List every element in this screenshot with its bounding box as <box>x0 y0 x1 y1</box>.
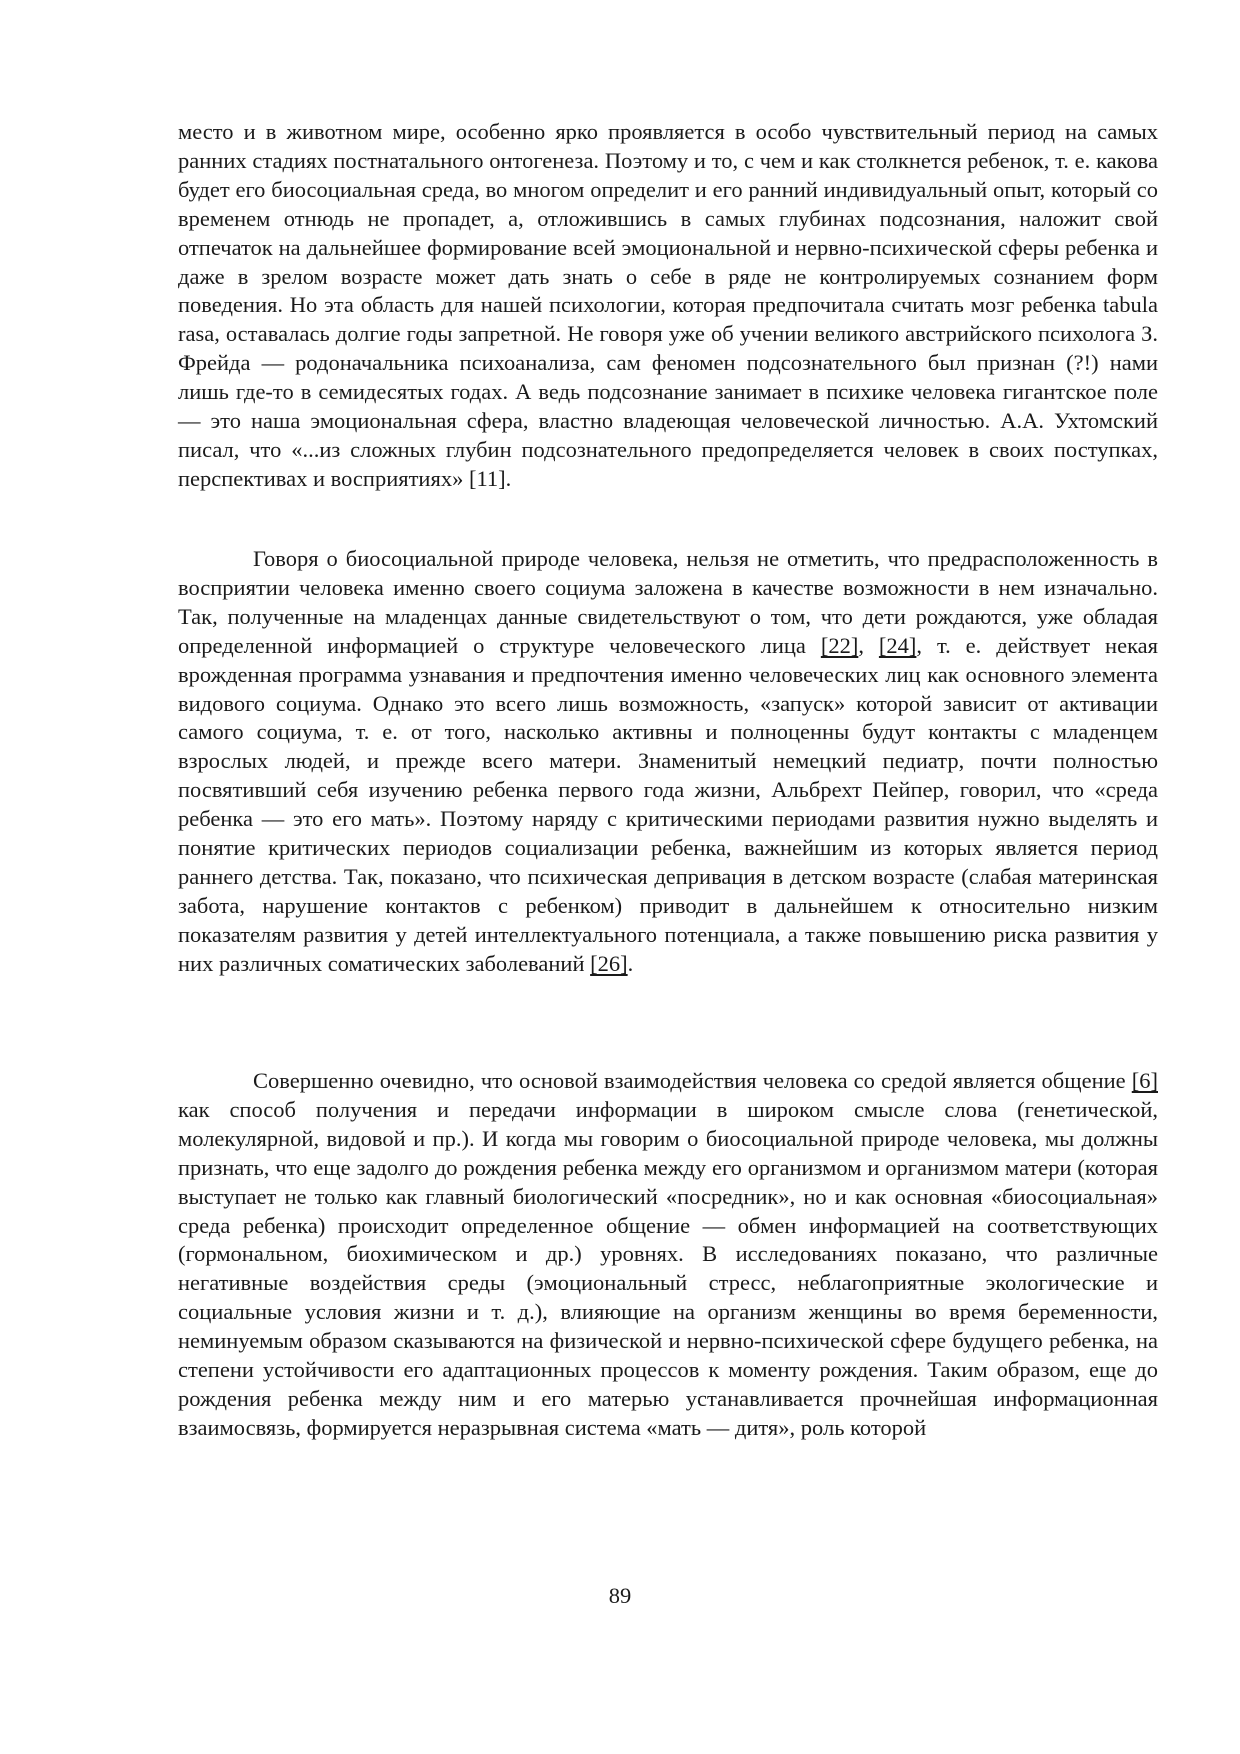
paragraph-3 <box>178 1067 1158 1443</box>
reference-link-6[interactable]: [6] <box>1131 1068 1158 1093</box>
page-number: 89 <box>608 1583 632 1608</box>
paragraph-2-text-a: Говоря о биосоциальной природе человека, нельзя не отметить, что предрасположенность в восприятии человека именно своего социума заложена в качестве возможности в нем изначально. Так, полученные на младенцах данные свидетельствуют о том, что дети рождаются, уже обладая определенной информацией о структуре человеческого лица <box>178 546 1158 658</box>
paragraph-3-text-b: как способ получения и передачи информации в широком смысле слова (генетической, молекулярной, видовой и пр.). И когда мы говорим о биосоциальной природе человека, мы должны признать, что еще задолго до рождения ребенка между его организмом и организмом матери (которая выступает не только как главный биологический «посредник», но и как основная «биосоциальная» среда ребенка) происходит определенное общение — обмен информацией на соответствующих (гормональном, биохимическом и др.) уровнях. В исследованиях показано, что различные негативные воздействия среды (эмоциональный стресс, неблагоприятные экологические и социальные условия жизни и т. д.), влияющие на организм женщины во время беременности, неминуемым образом сказываются на физической и нервно-психической сфере будущего ребенка, на степени устойчивости его адаптационных процессов к моменту рождения. Таким образом, еще до рождения ребенка между ним и его матерью устанавливается прочнейшая информационная взаимосвязь, формируется неразрывная система «мать — дитя», роль которой <box>178 1096 1158 1440</box>
reference-link-24[interactable]: [24] <box>878 632 917 658</box>
reference-link-22[interactable]: [22] <box>820 632 859 658</box>
paragraph-2-separator: , <box>858 632 879 658</box>
paragraph-2 <box>178 545 1158 979</box>
paragraph-2-end: . <box>627 950 634 976</box>
reference-link-26[interactable]: [26] <box>590 950 628 976</box>
paragraph-1-text: место и в животном мире, особенно ярко проявляется в особо чувствительный период на самых ранних стадиях постнатального онтогенеза. Поэтому и то, с чем и как столкнется ребенок, т. е. какова будет его биосоциальная среда, во многом определит и его ранний индивидуальный опыт, который со временем отнюдь не пропадет, а, отложившись в самых глубинах подсознания, наложит свой отпечаток на дальнейшее формирование всей эмоциональной и нервно-психической сферы ребенка и даже в зрелом возрасте может дать знать о себе в ряде не контролируемых сознанием форм поведения. Но эта область для нашей психологии, которая предпочитала считать мозг ребенка tabula rasa, оставалась долгие годы запретной. Не говоря уже об учении великого австрийского психолога З. Фрейда — родоначальника психоанализа, сам феномен подсознательного был признан (?!) нами лишь где-то в семидесятых годах. А ведь подсознание занимает в психике человека гигантское поле — это наша эмоциональная сфера, властно владеющая человеческой личностью. А.А. Ухтомский писал, что «...из сложных глубин подсознательного предопределяется человек в своих поступках, перспективах и восприятиях» [11]. <box>178 119 1158 491</box>
paragraph-3-text-a: Совершенно очевидно, что основой взаимодействия человека со средой является общение <box>253 1068 1132 1093</box>
paragraph-2-text-b: , т. е. действует некая врожденная программа узнавания и предпочтения именно человеческих лиц как основного элемента видового социума. Однако это всего лишь возможность, «запуск» которой зависит от активации самого социума, т. е. от того, насколько активны и полноценны будут контакты с младенцем взрослых людей, и прежде всего матери. Знаменитый немецкий педиатр, почти полностью посвятивший себя изучению ребенка первого года жизни, Альбрехт Пейпер, говорил, что «среда ребенка — это его мать». Поэтому наряду с критическими периодами развития нужно выделять и понятие критических периодов социализации ребенка, важнейшим из которых является период раннего детства. Так, показано, что психическая депривация в детском возрасте (слабая материнская забота, нарушение контактов с ребенком) приводит в дальнейшем к относительно низким показателям развития у детей интеллектуального потенциала, а также повышению риска развития у них различных соматических заболеваний <box>178 632 1159 976</box>
paragraph-1 <box>178 118 1158 494</box>
